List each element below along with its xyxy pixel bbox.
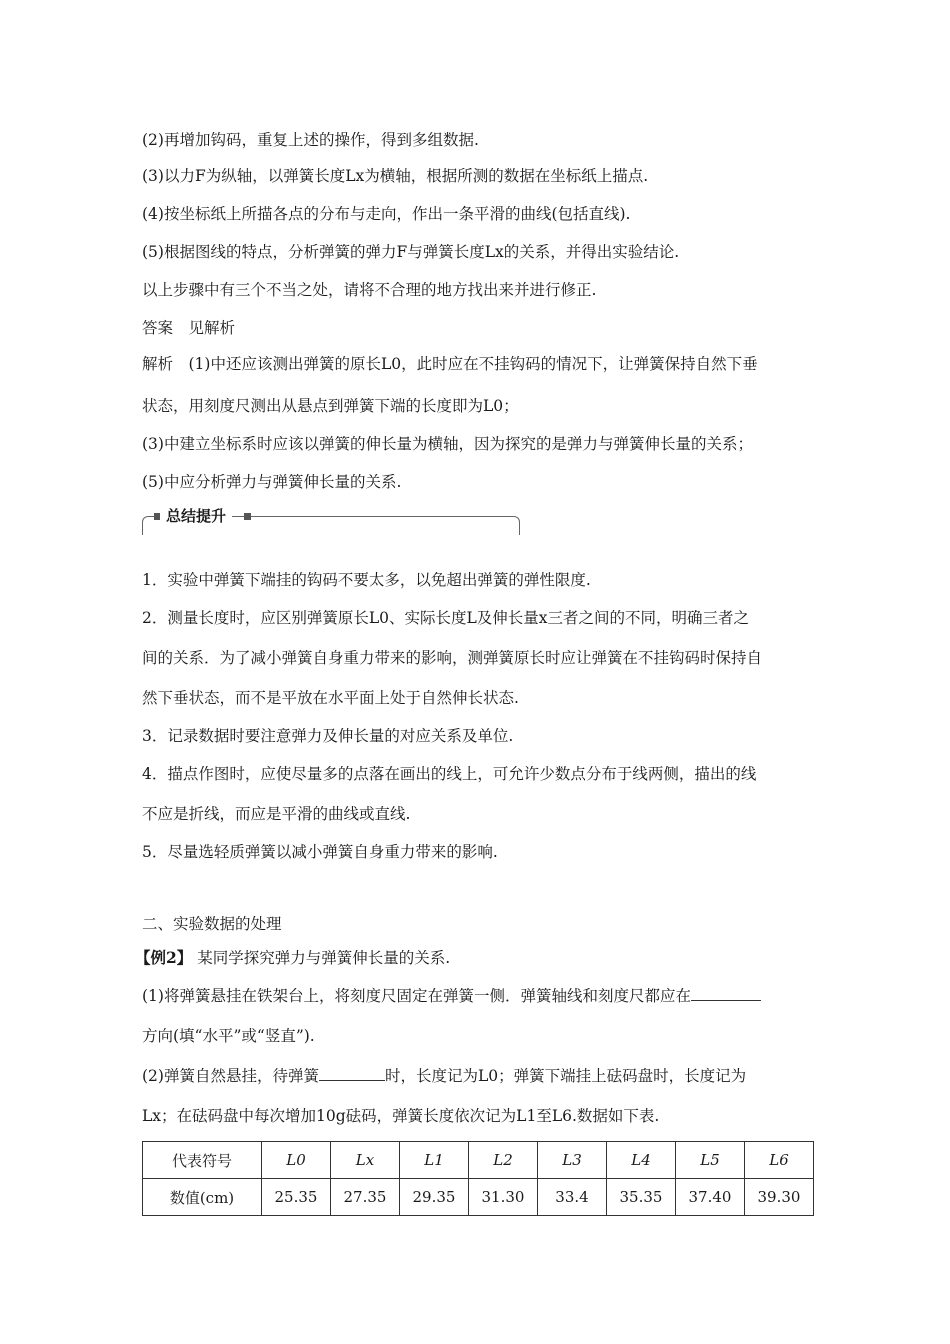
summary-mark-right [244,513,251,520]
line-analysis-3: (3)中建立坐标系时应该以弹簧的伸长量为横轴，因为探究的是弹力与弹簧伸长量的关系； [142,435,753,453]
line-analysis-1: 解析 (1)中还应该测出弹簧的原长L0，此时应在不挂钩码的情况下，让弹簧保持自然下垂 [142,355,758,373]
summary-point-4b: 不应是折线，而应是平滑的曲线或直线. [142,805,411,823]
table-cell-value: 25.35 [262,1179,331,1216]
table-row-values [143,1179,814,1216]
table-cell-symbol: L6 [745,1142,814,1179]
line-analysis-2: 状态，用刻度尺测出从悬点到弹簧下端的长度即为L0； [142,397,519,415]
summary-point-2a: 2．测量长度时，应区别弹簧原长L0、实际长度L及伸长量x三者之间的不同，明确三者之 [142,609,750,627]
summary-point-2b: 间的关系．为了减小弹簧自身重力带来的影响，测弹簧原长时应让弹簧在不挂钩码时保持自 [142,649,763,667]
summary-point-4a: 4．描点作图时，应使尽量多的点落在画出的线上，可允许少数点分布于线两侧，描出的线 [142,765,757,783]
q1-line-a [142,986,761,1006]
table-cell-value: 33.4 [538,1179,607,1216]
data-table [142,1141,814,1216]
q1-line-b: 方向(填“水平”或“竖直”). [142,1027,315,1045]
table-row-label: 代表符号 [143,1142,262,1179]
table-cell-symbol: L1 [400,1142,469,1179]
example-text: 某同学探究弹力与弹簧伸长量的关系. [197,949,451,967]
line-step2: (2)再增加钩码，重复上述的操作，得到多组数据. [142,131,479,149]
table-cell-value: 37.40 [676,1179,745,1216]
line-analysis-4: (5)中应分析弹力与弹簧伸长量的关系. [142,473,402,491]
table-row-label: 数值(cm) [143,1179,262,1216]
summary-title: 总结提升 [160,505,232,526]
table-cell-value: 29.35 [400,1179,469,1216]
summary-point-3: 3．记录数据时要注意弹力及伸长量的对应关系及单位. [142,727,514,745]
table-cell-value: 35.35 [607,1179,676,1216]
table-cell-symbol: L4 [607,1142,676,1179]
summary-point-5: 5．尽量选轻质弹簧以减小弹簧自身重力带来的影响. [142,843,498,861]
q2-line-a [142,1066,746,1086]
q2-blank[interactable] [319,1066,385,1081]
line-step5: (5)根据图线的特点，分析弹簧的弹力F与弹簧长度Lx的关系，并得出实验结论. [142,243,680,261]
q2-text-1: (2)弹簧自然悬挂，待弹簧 [142,1067,319,1085]
line-answer: 答案 见解析 [142,319,236,337]
example-line [135,948,450,968]
table-cell-symbol: L5 [676,1142,745,1179]
q2-text-2: 时，长度记为L0；弹簧下端挂上砝码盘时，长度记为 [384,1067,747,1085]
section-heading: 二、实验数据的处理 [142,915,282,933]
table-cell-value: 31.30 [469,1179,538,1216]
example-tag: 【例2】 [135,948,193,967]
table-cell-symbol: Lx [331,1142,400,1179]
line-step4: (4)按坐标纸上所描各点的分布与走向，作出一条平滑的曲线(包括直线). [142,205,631,223]
summary-point-2c: 然下垂状态，而不是平放在水平面上处于自然伸长状态. [142,689,519,707]
table-cell-symbol: L0 [262,1142,331,1179]
line-step3: (3)以力F为纵轴，以弹簧长度Lx为横轴，根据所测的数据在坐标纸上描点. [142,167,649,185]
q1-blank[interactable] [691,986,761,1001]
table-cell-value: 39.30 [745,1179,814,1216]
table-cell-symbol: L2 [469,1142,538,1179]
summary-point-1: 1．实验中弹簧下端挂的钩码不要太多，以免超出弹簧的弹性限度. [142,571,591,589]
table-cell-symbol: L3 [538,1142,607,1179]
q2-line-b: Lx；在砝码盘中每次增加10g砝码，弹簧长度依次记为L1至L6.数据如下表. [142,1107,660,1125]
table-cell-value: 27.35 [331,1179,400,1216]
line-question: 以上步骤中有三个不当之处，请将不合理的地方找出来并进行修正. [142,281,597,299]
table-row-symbols [143,1142,814,1179]
q1-text: (1)将弹簧悬挂在铁架台上，将刻度尺固定在弹簧一侧．弹簧轴线和刻度尺都应在 [142,987,691,1005]
